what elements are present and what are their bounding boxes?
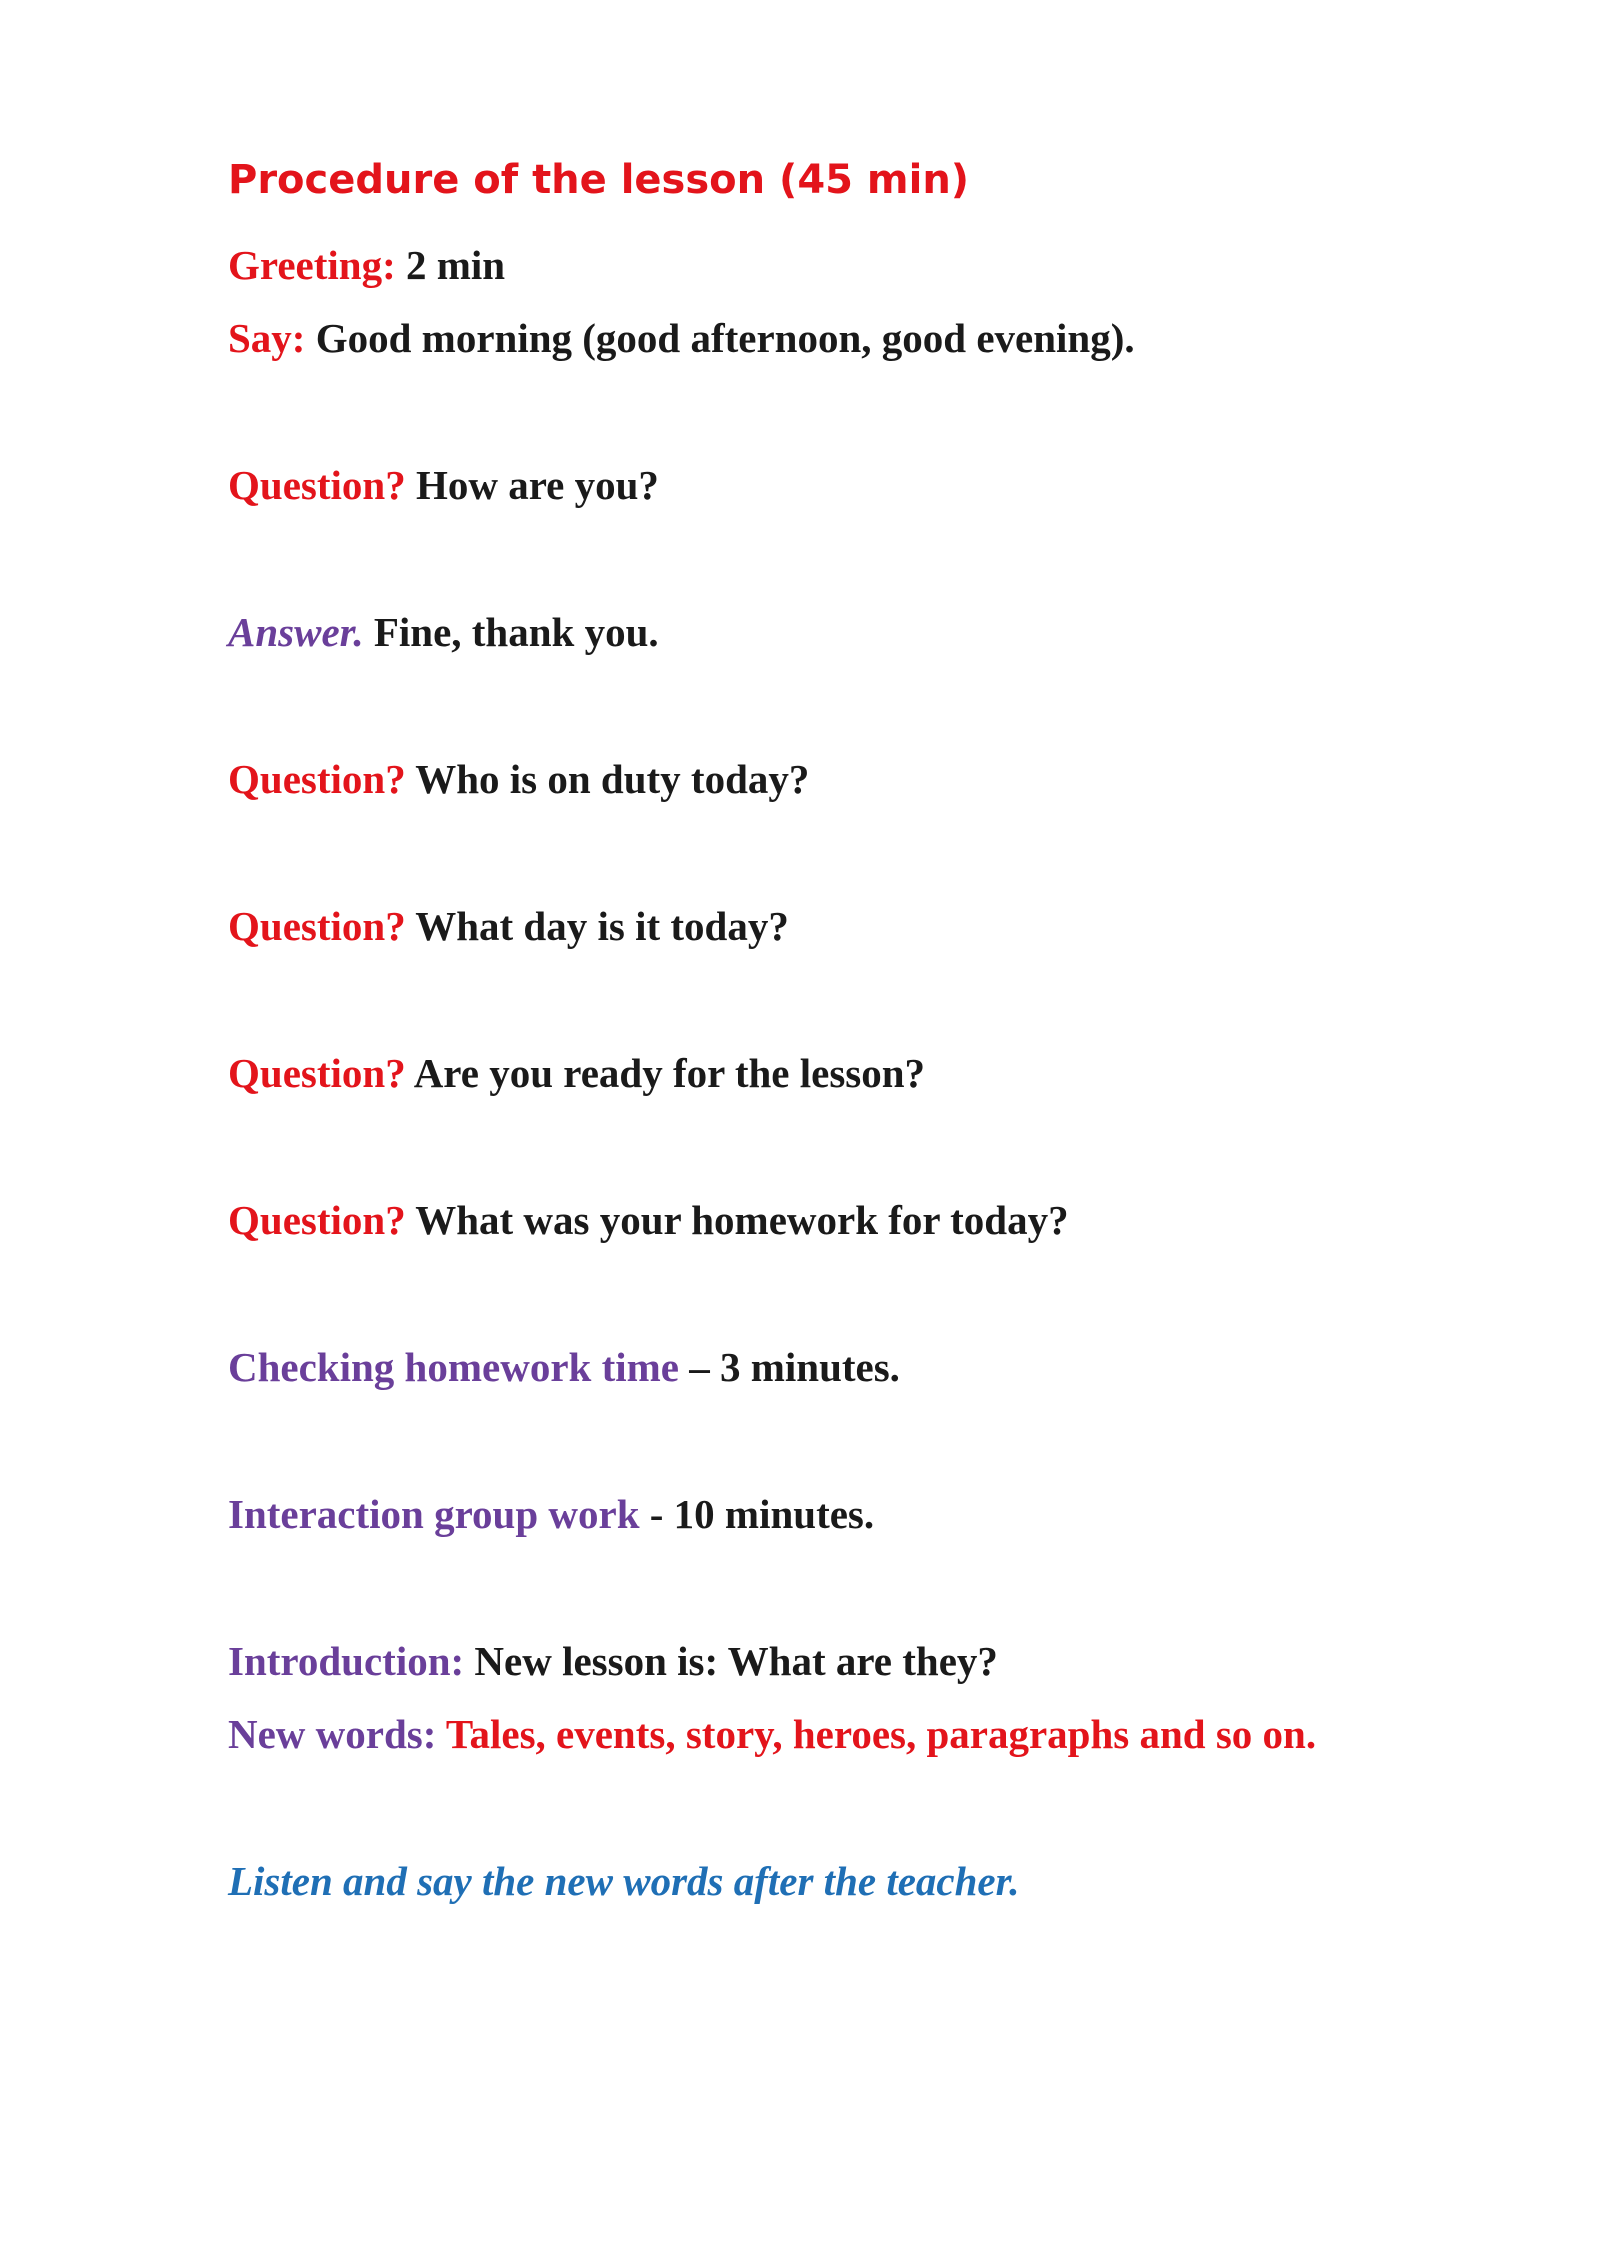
question-label: Question? xyxy=(228,1197,406,1243)
question-label: Question? xyxy=(228,462,406,508)
instruction-line: Listen and say the new words after the teacher. xyxy=(228,1858,1020,1904)
question-text: How are you? xyxy=(405,462,659,508)
question-line-2 xyxy=(228,756,810,802)
introduction-label: Introduction: xyxy=(228,1638,465,1684)
new-words-text: Tales, events, story, heroes, paragraphs and so on. xyxy=(436,1711,1317,1757)
interaction-line xyxy=(228,1491,875,1537)
greeting-line xyxy=(228,242,506,288)
interaction-text: - 10 minutes. xyxy=(639,1491,875,1537)
introduction-line xyxy=(228,1638,998,1684)
greeting-label: Greeting: xyxy=(228,242,396,288)
answer-line xyxy=(228,609,659,655)
question-text: Who is on duty today? xyxy=(405,756,810,802)
greeting-text: 2 min xyxy=(395,242,506,288)
question-text: Are you ready for the lesson? xyxy=(405,1050,926,1096)
checking-text: – 3 minutes. xyxy=(678,1344,900,1390)
question-label: Question? xyxy=(228,756,406,802)
question-text: What was your homework for today? xyxy=(405,1197,1069,1243)
question-line-4 xyxy=(228,1050,926,1096)
checking-homework-line xyxy=(228,1344,900,1390)
say-line xyxy=(228,315,1135,361)
question-text: What day is it today? xyxy=(405,903,789,949)
answer-text: Fine, thank you. xyxy=(363,609,659,655)
question-label: Question? xyxy=(228,903,406,949)
new-words-line xyxy=(228,1711,1317,1757)
say-text: Good morning (good afternoon, good evening). xyxy=(305,315,1135,361)
answer-label: Answer. xyxy=(228,609,364,655)
question-label: Question? xyxy=(228,1050,406,1096)
introduction-text: New lesson is: What are they? xyxy=(464,1638,998,1684)
page-title: Procedure of the lesson (45 min) xyxy=(228,157,970,203)
question-line-5 xyxy=(228,1197,1069,1243)
question-line-1 xyxy=(228,462,659,508)
question-line-3 xyxy=(228,903,789,949)
new-words-label: New words: xyxy=(228,1711,437,1757)
say-label: Say: xyxy=(228,315,306,361)
interaction-label: Interaction group work xyxy=(228,1491,640,1537)
checking-label: Checking homework time xyxy=(228,1344,679,1390)
